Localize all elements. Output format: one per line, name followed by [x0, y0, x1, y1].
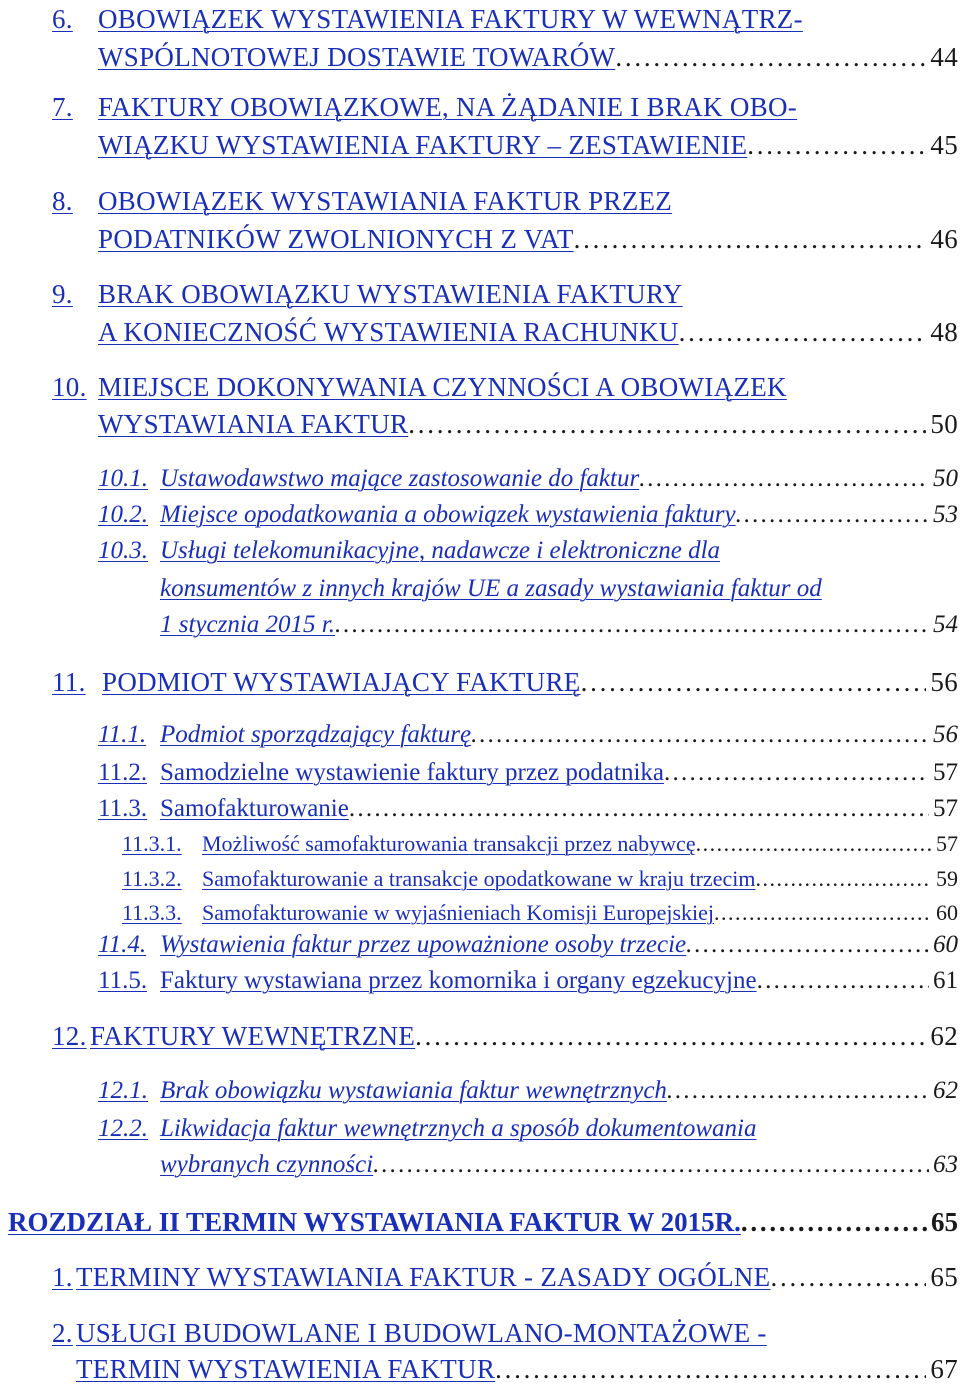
toc-entry-line — [98, 409, 958, 440]
toc-entry-line — [98, 967, 958, 995]
toc-page-number: 56 — [933, 721, 958, 748]
toc-entry-line — [98, 1077, 958, 1105]
toc-entry-title[interactable]: TERMINY WYSTAWIANIA FAKTUR - ZASADY OGÓLNE — [76, 1262, 771, 1292]
toc-page-number: 63 — [933, 1151, 958, 1178]
toc-entry-title[interactable]: Ustawodawstwo mające zastosowanie do faktur — [160, 465, 640, 492]
toc-entry-line — [98, 759, 958, 787]
dot-leader — [615, 42, 926, 73]
toc-entry-title[interactable]: WYSTAWIANIA FAKTUR — [98, 409, 409, 439]
toc-entry-title[interactable]: USŁUGI BUDOWLANE I BUDOWLANO-MONTAŻOWE - — [76, 1318, 767, 1348]
toc-page-number: 60 — [933, 931, 958, 958]
dot-leader — [408, 409, 926, 440]
dot-leader — [714, 900, 932, 926]
toc-entry-line — [160, 1151, 958, 1179]
toc-page-number: 45 — [930, 130, 958, 160]
toc-entry-number[interactable]: 11.3.3. — [122, 900, 182, 925]
toc-entry-title[interactable]: OBOWIĄZEK WYSTAWIENIA FAKTURY W WEWNĄTRZ- — [98, 4, 803, 34]
dot-leader — [667, 1077, 929, 1105]
toc-entry-number[interactable]: 6. — [52, 4, 73, 34]
toc-entry-line — [98, 795, 958, 823]
toc-entry-title[interactable]: BRAK OBOWIĄZKU WYSTAWIENIA FAKTURY — [98, 279, 683, 309]
dot-leader — [770, 1262, 926, 1293]
toc-entry-line — [98, 42, 958, 73]
dot-leader — [679, 317, 927, 348]
toc-entry-number[interactable]: 11.3. — [98, 795, 148, 822]
toc-entry-line — [52, 1262, 958, 1293]
dot-leader — [696, 831, 932, 857]
toc-page-number: 48 — [930, 317, 958, 347]
toc-page-number: 56 — [930, 667, 958, 697]
toc-entry-number[interactable]: 11.1. — [98, 721, 147, 748]
toc-entry-number[interactable]: 11. — [52, 667, 86, 697]
toc-entry-line — [8, 1207, 958, 1238]
toc-page-number: 50 — [930, 409, 958, 439]
toc-entry-number[interactable]: 11.2. — [98, 759, 148, 786]
toc-entry-line — [122, 900, 958, 926]
toc-entry-number[interactable]: 8. — [52, 186, 73, 216]
toc-entry-title[interactable]: Likwidacja faktur wewnętrznych a sposób dokumentowania — [160, 1115, 757, 1142]
toc-entry-number[interactable]: 11.3.1. — [122, 831, 182, 856]
toc-entry-title[interactable]: TERMIN WYSTAWIENIA FAKTUR — [76, 1354, 496, 1384]
dot-leader — [639, 465, 929, 493]
toc-entry-line — [98, 465, 958, 493]
toc-page-number: 67 — [930, 1354, 958, 1384]
toc-entry-number[interactable]: 2. — [52, 1318, 73, 1348]
toc-entry-line — [98, 537, 958, 565]
toc-entry-line — [160, 611, 958, 639]
toc-entry-title[interactable]: Samodzielne wystawienie faktury przez podatnika — [160, 759, 664, 786]
toc-page-number: 54 — [933, 611, 958, 638]
toc-entry-title[interactable]: Usługi telekomunikacyjne, nadawcze i elektroniczne dla — [160, 537, 721, 564]
dot-leader — [335, 611, 929, 639]
toc-entry-title[interactable]: PODATNIKÓW ZWOLNIONYCH Z VAT — [98, 224, 574, 254]
toc-page-number: 57 — [936, 831, 958, 856]
toc-page-number: 53 — [933, 501, 958, 528]
toc-entry-title[interactable]: 1 stycznia 2015 r. — [160, 611, 335, 638]
toc-entry-line — [122, 831, 958, 857]
toc-entry-number[interactable]: 11.3.2. — [122, 866, 182, 891]
dot-leader — [747, 130, 926, 161]
toc-entry-title[interactable]: Faktury wystawiana przez komornika i organy egzekucyjne — [160, 967, 757, 994]
toc-entry-line — [98, 501, 958, 529]
dot-leader — [349, 795, 929, 823]
dot-leader — [373, 1151, 929, 1179]
toc-entry-title[interactable]: MIEJSCE DOKONYWANIA CZYNNOŚCI A OBOWIĄZEK — [98, 372, 787, 402]
toc-entry-line — [98, 721, 958, 749]
dot-leader — [495, 1354, 926, 1385]
toc-entry-title[interactable]: Brak obowiązku wystawiania faktur wewnętrznych — [160, 1077, 667, 1104]
toc-entry-title[interactable]: Możliwość samofakturowania transakcji przez nabywcę — [202, 831, 696, 856]
toc-entry-number[interactable]: 10.3. — [98, 537, 148, 564]
dot-leader — [581, 667, 927, 698]
toc-page-number: 46 — [930, 224, 958, 254]
dot-leader — [736, 501, 929, 529]
toc-entry-number[interactable]: 9. — [52, 279, 73, 309]
toc-entry-line — [52, 92, 958, 123]
toc-entry-line — [76, 1354, 958, 1385]
toc-entry-title[interactable]: Wystawienia faktur przez upoważnione osoby trzecie — [160, 931, 687, 958]
toc-entry-title[interactable]: ROZDZIAŁ II TERMIN WYSTAWIANIA FAKTUR W 2015R. — [8, 1207, 741, 1237]
toc-page-number: 44 — [930, 42, 958, 72]
toc-entry-title[interactable]: Samofakturowanie — [160, 795, 349, 822]
dot-leader — [664, 759, 929, 787]
toc-entry-number[interactable]: 7. — [52, 92, 73, 122]
toc-entry-title[interactable]: WIĄZKU WYSTAWIENIA FAKTURY – ZESTAWIENIE — [98, 130, 748, 160]
toc-entry-number[interactable]: 10.1. — [98, 465, 148, 492]
toc-entry-title[interactable]: PODMIOT WYSTAWIAJĄCY FAKTURĘ — [102, 667, 581, 697]
toc-entry-title[interactable]: Samofakturowanie w wyjaśnieniach Komisji Europejskiej — [202, 900, 714, 925]
toc-entry-line — [98, 931, 958, 959]
toc-entry-line — [52, 1021, 958, 1052]
toc-page-number: 61 — [933, 967, 958, 994]
toc-page-number: 57 — [933, 795, 958, 822]
toc-entry-line — [98, 1115, 958, 1143]
toc-entry-title[interactable]: wybranych czynności — [160, 1151, 374, 1178]
toc-entry-title[interactable]: FAKTURY OBOWIĄZKOWE, NA ŻĄDANIE I BRAK OBO- — [98, 92, 798, 122]
toc-entry-number[interactable]: 11.5. — [98, 967, 148, 994]
dot-leader — [755, 866, 932, 892]
toc-entry-line — [98, 224, 958, 255]
toc-entry-line — [52, 667, 958, 698]
toc-page-number: 57 — [933, 759, 958, 786]
toc-entry-line — [98, 130, 958, 161]
toc-entry-title[interactable]: A KONIECZNOŚĆ WYSTAWIENIA RACHUNKU — [98, 317, 679, 347]
toc-entry-line — [122, 866, 958, 892]
dot-leader — [574, 224, 927, 255]
toc-entry-number[interactable]: 10.2. — [98, 501, 148, 528]
toc-entry-number[interactable]: 12.1. — [98, 1077, 148, 1104]
toc-entry-number[interactable]: 11.4. — [98, 931, 147, 958]
toc-entry-line — [52, 186, 958, 217]
toc-entry-line — [52, 279, 958, 310]
toc-entry-number[interactable]: 10. — [52, 372, 87, 402]
toc-entry-title[interactable]: OBOWIĄZEK WYSTAWIANIA FAKTUR PRZEZ — [98, 186, 673, 216]
dot-leader — [741, 1207, 927, 1238]
toc-entry-number[interactable]: 12. — [52, 1021, 87, 1051]
toc-entry-title[interactable]: Miejsce opodatkowania a obowiązek wystawienia faktury — [160, 501, 736, 528]
toc-entry-title[interactable]: FAKTURY WEWNĘTRZNE — [90, 1021, 416, 1051]
dot-leader — [686, 931, 929, 959]
dot-leader — [757, 967, 929, 995]
toc-entry-line — [52, 4, 958, 35]
toc-page-number: 50 — [933, 465, 958, 492]
toc-page-number: 65 — [931, 1207, 958, 1237]
toc-page-number: 60 — [936, 900, 958, 925]
toc-entry-number[interactable]: 1. — [52, 1262, 73, 1292]
toc-page-number: 65 — [930, 1262, 958, 1292]
toc-entry-line — [52, 372, 958, 403]
toc-entry-title[interactable]: konsumentów z innych krajów UE a zasady wystawiania faktur od — [160, 575, 822, 602]
toc-entry-line — [52, 1318, 958, 1349]
toc-page-number: 59 — [936, 866, 958, 891]
toc-entry-title[interactable]: Samofakturowanie a transakcje opodatkowane w kraju trzecim — [202, 866, 756, 891]
toc-page-number: 62 — [930, 1021, 958, 1051]
toc-entry-title[interactable]: Podmiot sporządzający fakturę — [160, 721, 472, 748]
toc-entry-line — [160, 575, 958, 603]
dot-leader — [415, 1021, 926, 1052]
dot-leader — [471, 721, 929, 749]
toc-entry-number[interactable]: 12.2. — [98, 1115, 148, 1142]
toc-entry-title[interactable]: WSPÓLNOTOWEJ DOSTAWIE TOWARÓW — [98, 42, 616, 72]
toc-entry-line — [98, 317, 958, 348]
toc-page-number: 62 — [933, 1077, 958, 1104]
